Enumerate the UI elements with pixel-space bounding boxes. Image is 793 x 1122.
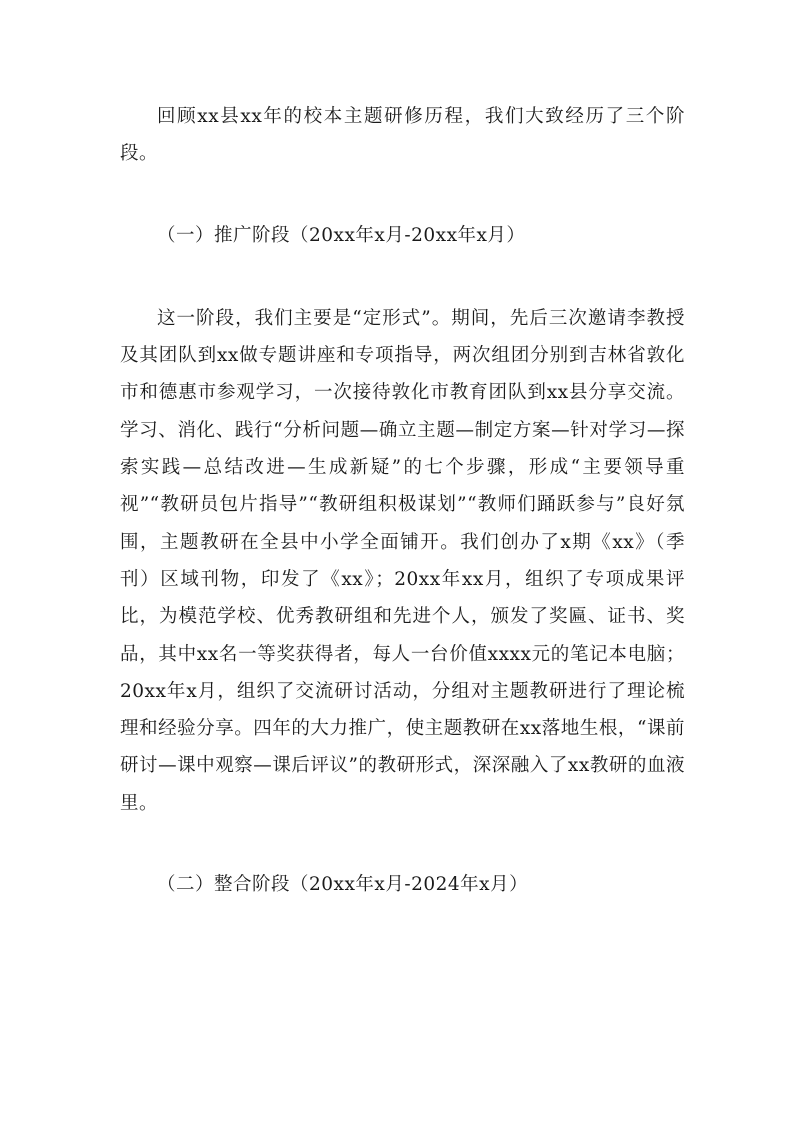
section-two-heading: （二）整合阶段（20xx年x月-2024年x月） bbox=[157, 874, 529, 896]
document-body bbox=[120, 98, 685, 903]
section-one-heading: （一）推广阶段（20xx年x月-20xx年x月） bbox=[157, 224, 526, 246]
section-one-paragraph: 这一阶段，我们主要是“定形式”。期间，先后三次邀请李教授及其团队到xx做专题讲座和专项指导，两次组团分别到吉林省敦化市和德惠市参观学习，一次接待敦化市教育团队到xx县分享交流。学习、消化、践行“分析问题—确立主题—制定方案—针对学习—探索实践—总结改进—生成新疑”的七个步骤，形成“主要领导重视”“教研员包片指导”“教研组积极谋划”“教师们踊跃参与”良好氛围，主题教研在全县中小学全面铺开。我们创办了x期《xx》（季刊）区域刊物，印发了《xx》；20xx年xx月，组织了专项成果评比，为模范学校、优秀教研组和先进个人，颁发了奖匾、证书、奖品，其中xx名一等奖获得者，每人一台价值xxxx元的笔记本电脑；20xx年x月，组织了交流研讨活动，分组对主题教研进行了理论梳理和经验分享。四年的大力推广，使主题教研在xx落地生根，“课前研讨—课中观察—课后评议”的教研形式，深深融入了xx教研的血液里。 bbox=[120, 307, 685, 814]
intro-paragraph: 回顾xx县xx年的校本主题研修历程，我们大致经历了三个阶段。 bbox=[120, 106, 685, 165]
